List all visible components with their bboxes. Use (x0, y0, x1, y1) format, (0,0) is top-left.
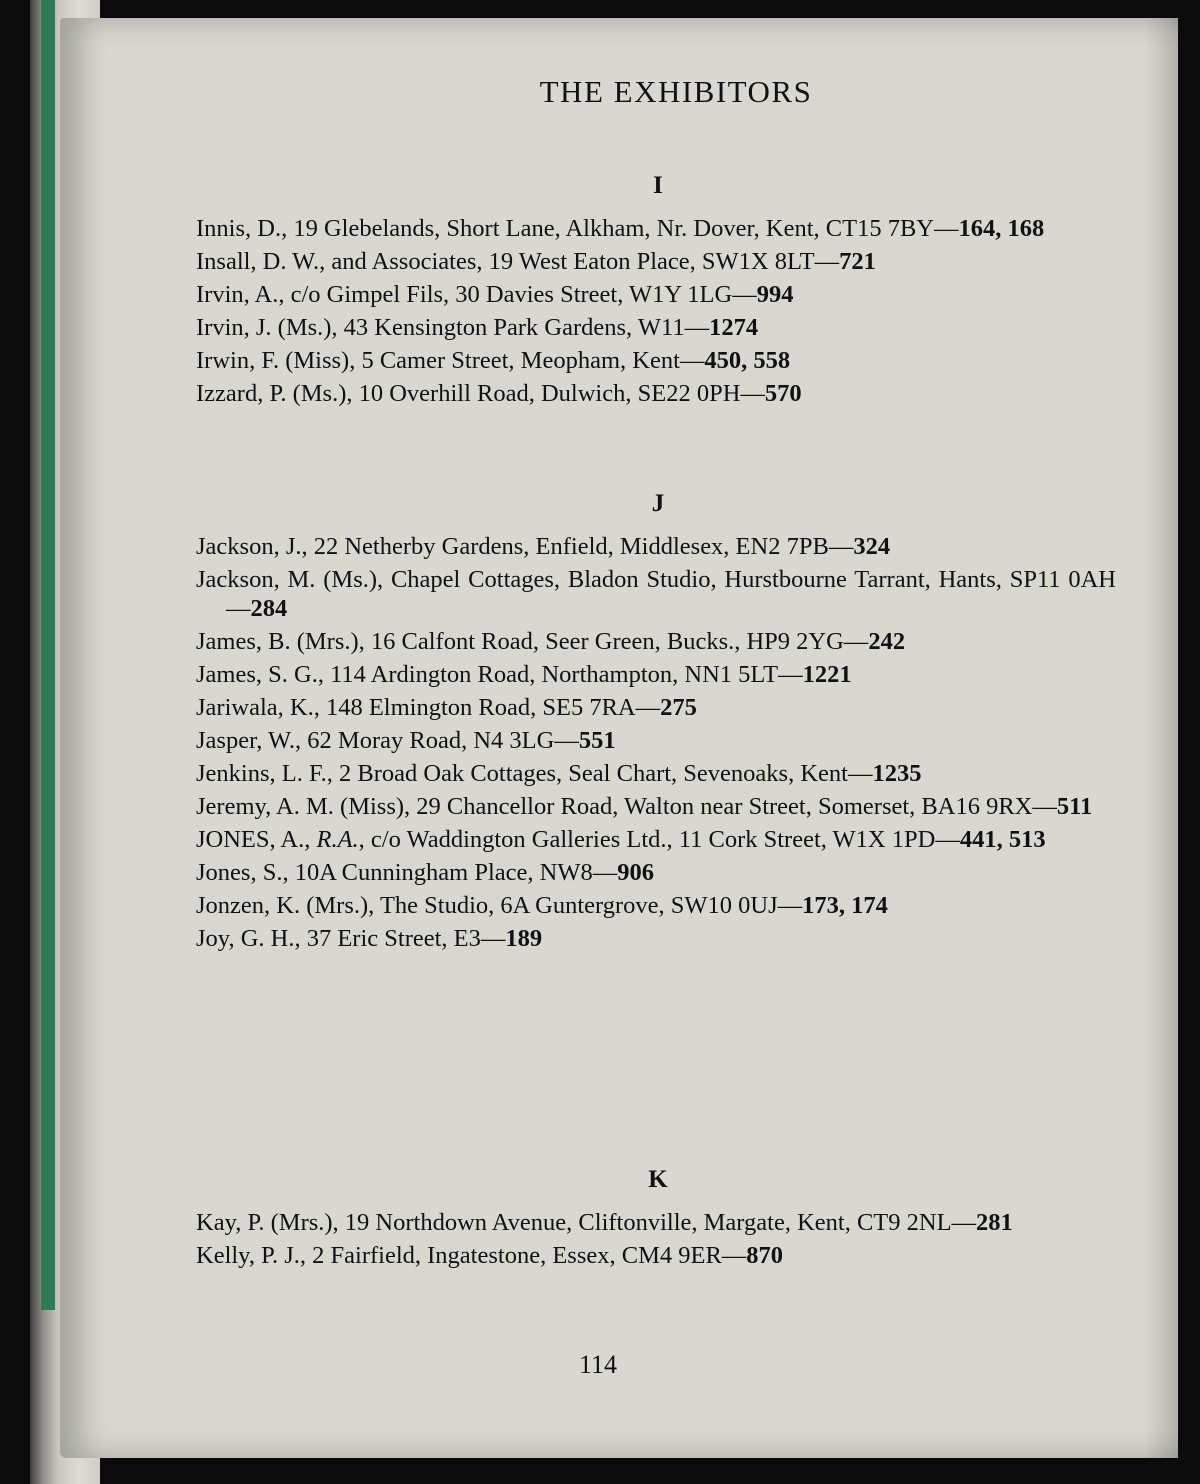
entry: Joy, G. H., 37 Eric Street, E3—189 (196, 925, 543, 952)
entry: Jenkins, L. F., 2 Broad Oak Cottages, Seal Chart, Sevenoaks, Kent—1235 (196, 760, 922, 787)
entry: Kay, P. (Mrs.), 19 Northdown Avenue, Cliftonville, Margate, Kent, CT9 2NL—281 (196, 1209, 1013, 1236)
book-cover-edge (41, 0, 55, 1310)
spine-shadow (1144, 18, 1180, 1458)
entry: Jones, S., 10A Cunningham Place, NW8—906 (196, 859, 654, 886)
entry: Jackson, J., 22 Netherby Gardens, Enfield, Middlesex, EN2 7PB—324 (196, 533, 891, 560)
section-j-entries (196, 532, 1116, 957)
entry: Jackson, M. (Ms.), Chapel Cottages, Bladon Studio, Hurstbourne Tarrant, Hants, SP11 0AH—284 (196, 566, 1116, 622)
page-number: 114 (578, 1350, 618, 1379)
section-letter-i: I (653, 172, 663, 199)
entry: Izzard, P. (Ms.), 10 Overhill Road, Dulwich, SE22 0PH—570 (196, 380, 802, 407)
entry: Kelly, P. J., 2 Fairfield, Ingatestone, Essex, CM4 9ER—870 (196, 1242, 784, 1269)
section-k-entries (196, 1208, 1116, 1274)
section-i-entries (196, 214, 1116, 412)
entry: James, S. G., 114 Ardington Road, Northampton, NN1 5LT—1221 (196, 661, 852, 688)
section-letter-j: J (651, 490, 665, 517)
entry: Jonzen, K. (Mrs.), The Studio, 6A Guntergrove, SW10 0UJ—173, 174 (196, 892, 888, 919)
entry: Innis, D., 19 Glebelands, Short Lane, Alkham, Nr. Dover, Kent, CT15 7BY—164, 168 (196, 215, 1045, 242)
entry: Jariwala, K., 148 Elmington Road, SE5 7RA—275 (196, 694, 697, 721)
entry: Irvin, A., c/o Gimpel Fils, 30 Davies Street, W1Y 1LG—994 (196, 281, 794, 308)
entry: Jasper, W., 62 Moray Road, N4 3LG—551 (196, 727, 616, 754)
running-title: THE EXHIBITORS (539, 74, 813, 109)
entry: Irvin, J. (Ms.), 43 Kensington Park Gardens, W11—1274 (196, 314, 759, 341)
section-letter-k: K (648, 1166, 668, 1193)
entry: Insall, D. W., and Associates, 19 West Eaton Place, SW1X 8LT—721 (196, 248, 876, 275)
background-edge (1178, 0, 1200, 1484)
entry: Irwin, F. (Miss), 5 Camer Street, Meopham, Kent—450, 558 (196, 347, 791, 374)
entry: James, B. (Mrs.), 16 Calfont Road, Seer Green, Bucks., HP9 2YG—242 (196, 628, 906, 655)
entry: JONES, A., R.A., c/o Waddington Galleries Ltd., 11 Cork Street, W1X 1PD—441, 513 (196, 826, 1046, 853)
entry: Jeremy, A. M. (Miss), 29 Chancellor Road, Walton near Street, Somerset, BA16 9RX—511 (196, 793, 1093, 820)
